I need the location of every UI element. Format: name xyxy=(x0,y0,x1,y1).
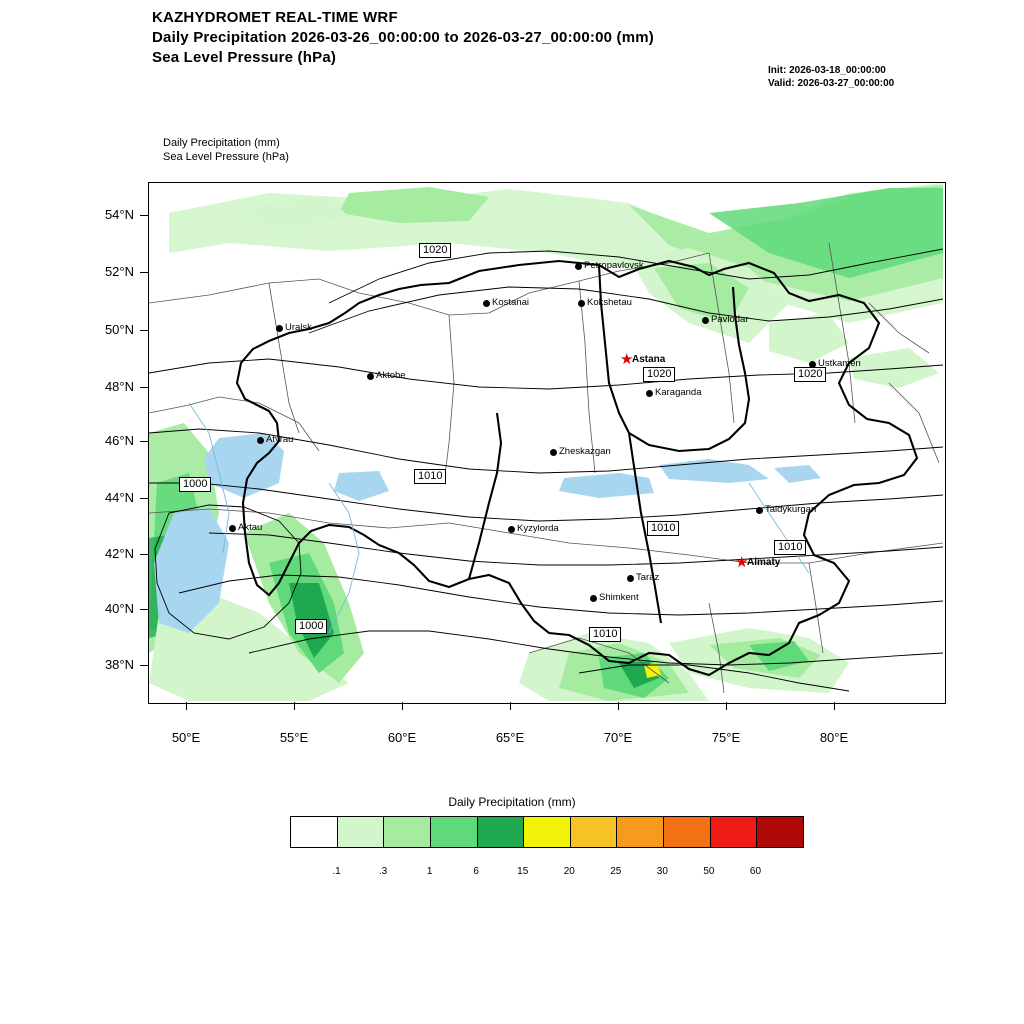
city-label: Kostanai xyxy=(492,297,529,308)
colorbar-tick-6: 25 xyxy=(610,866,622,877)
city-label: Almaty xyxy=(747,557,781,568)
y-tick-50n: 50°N xyxy=(104,322,134,337)
y-tick-48n: 48°N xyxy=(104,379,134,394)
city-dot xyxy=(646,390,653,397)
colorbar-tick-2: 1 xyxy=(426,866,433,877)
city-label: Zheskazgan xyxy=(559,446,611,457)
y-tick-52n: 52°N xyxy=(104,264,134,279)
colorbar-tick-3: 6 xyxy=(473,866,479,877)
city-label: Petropavlovsk xyxy=(584,260,644,271)
colorbar-title: Daily Precipitation (mm) xyxy=(448,795,576,809)
y-tick-42n: 42°N xyxy=(104,546,134,561)
city-dot xyxy=(508,526,515,533)
isobar-label-1010-west: 1010 xyxy=(414,469,446,484)
city-label: Karaganda xyxy=(655,387,702,398)
colorbar-swatch-1 xyxy=(338,817,385,847)
city-dot xyxy=(575,263,582,270)
city-dot xyxy=(578,300,585,307)
y-tick-54n: 54°N xyxy=(104,207,134,222)
city-dot xyxy=(702,317,709,324)
city-label: Aktobe xyxy=(376,370,406,381)
y-tick-40n: 40°N xyxy=(104,601,134,616)
title-block xyxy=(152,8,654,68)
colorbar-swatch-10 xyxy=(757,817,803,847)
run-metadata xyxy=(768,64,894,90)
capital-star-icon: ★ xyxy=(620,351,634,368)
x-tick-65e: 65°E xyxy=(495,730,525,745)
panel-label-pressure: Sea Level Pressure (hPa) xyxy=(163,151,289,163)
colorbar-tick-8: 50 xyxy=(703,866,715,877)
city-label: Kokshetau xyxy=(587,297,632,308)
page-title: KAZHYDROMET REAL-TIME WRF xyxy=(152,9,398,26)
colorbar-swatch-6 xyxy=(571,817,618,847)
subtitle-pressure: Sea Level Pressure (hPa) xyxy=(152,49,337,66)
colorbar-swatch-5 xyxy=(524,817,571,847)
y-tick-44n: 44°N xyxy=(104,490,134,505)
colorbar-swatch-7 xyxy=(617,817,664,847)
city-dot xyxy=(550,449,557,456)
isobar-label-1010-east: 1010 xyxy=(774,540,806,555)
city-label: Shimkent xyxy=(599,592,639,603)
isobar-label-1000-south: 1000 xyxy=(295,619,327,634)
city-dot xyxy=(367,373,374,380)
isobar-label-1010-south: 1010 xyxy=(589,627,621,642)
city-dot xyxy=(809,361,816,368)
colorbar-tick-4: 15 xyxy=(517,866,529,877)
colorbar-tick-0: .1 xyxy=(332,866,341,877)
x-tick-75e: 75°E xyxy=(711,730,741,745)
colorbar-swatch-9 xyxy=(711,817,758,847)
city-label: Taldykurgan xyxy=(765,504,817,515)
x-tick-60e: 60°E xyxy=(387,730,417,745)
map-plot-area xyxy=(148,182,946,704)
colorbar-tick-9: 60 xyxy=(749,866,762,877)
isobar-label-1020-center: 1020 xyxy=(643,367,675,382)
city-label: Taraz xyxy=(636,572,660,583)
isobar-label-1020-north: 1020 xyxy=(419,243,451,258)
city-label: Kyzylorda xyxy=(517,523,559,534)
city-label: Ustkamen xyxy=(818,358,861,369)
isobar-label-1000-west: 1000 xyxy=(179,477,211,492)
x-tick-70e: 70°E xyxy=(603,730,633,745)
city-dot xyxy=(257,437,264,444)
capital-star-icon: ★ xyxy=(735,554,749,571)
city-dot xyxy=(756,507,763,514)
isobar-label-1010-center: 1010 xyxy=(647,521,679,536)
y-tick-46n: 46°N xyxy=(104,433,134,448)
city-label: Uralsk xyxy=(285,322,312,333)
city-dot xyxy=(276,325,283,332)
colorbar-tick-labels xyxy=(290,866,802,880)
colorbar-swatch-4 xyxy=(478,817,525,847)
city-dot xyxy=(590,595,597,602)
city-label: Pavlodar xyxy=(711,314,749,325)
city-label: Astana xyxy=(632,354,666,365)
x-tick-55e: 55°E xyxy=(279,730,309,745)
subtitle-precip: Daily Precipitation 2026-03-26_00:00:00 to 2026-03-27_00:00:00 (mm) xyxy=(152,29,654,46)
valid-time: Valid: 2026-03-27_00:00:00 xyxy=(768,78,895,89)
colorbar-tick-7: 30 xyxy=(656,866,668,877)
x-tick-50e: 50°E xyxy=(171,730,201,745)
colorbar-swatch-0 xyxy=(291,817,338,847)
y-tick-38n: 38°N xyxy=(104,657,134,672)
panel-legend xyxy=(163,136,289,164)
panel-label-precip: Daily Precipitation (mm) xyxy=(163,137,280,149)
colorbar-tick-5: 20 xyxy=(563,866,575,877)
city-label: Atyrau xyxy=(266,434,294,445)
city-dot xyxy=(627,575,634,582)
city-label: Aktau xyxy=(238,522,263,533)
x-tick-80e: 80°E xyxy=(819,730,849,745)
colorbar-swatch-2 xyxy=(384,817,431,847)
city-dot xyxy=(483,300,490,307)
colorbar xyxy=(290,816,804,848)
colorbar-swatch-8 xyxy=(664,817,711,847)
city-dot xyxy=(229,525,236,532)
colorbar-tick-1: .3 xyxy=(378,866,388,877)
init-time: Init: 2026-03-18_00:00:00 xyxy=(768,65,886,76)
isobar-label-1020-east: 1020 xyxy=(794,367,826,382)
colorbar-swatch-3 xyxy=(431,817,478,847)
